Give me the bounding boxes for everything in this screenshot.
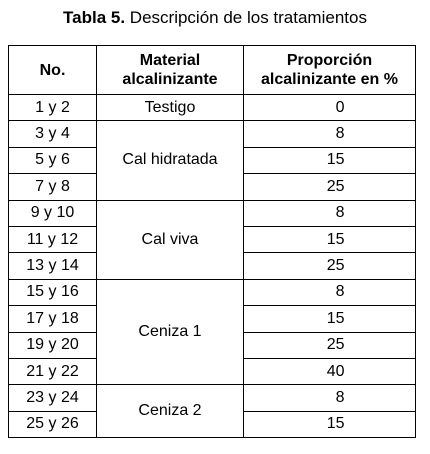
- cell-no: 25 y 26: [9, 411, 97, 437]
- cell-proporcion-value: 15: [326, 415, 345, 433]
- cell-proporcion-value: 25: [326, 257, 345, 275]
- cell-proporcion-value: 8: [335, 388, 345, 406]
- cell-proporcion-value: 8: [335, 125, 345, 143]
- caption-text: Descripción de los tratamientos: [129, 8, 367, 27]
- cell-no: 1 y 2: [9, 95, 97, 121]
- cell-proporcion: [244, 147, 416, 173]
- header-material-line1: Material: [139, 52, 201, 69]
- cell-proporcion: [244, 226, 416, 252]
- cell-proporcion: [244, 385, 416, 411]
- cell-no: 21 y 22: [9, 358, 97, 384]
- cell-no: 5 y 6: [9, 147, 97, 173]
- cell-proporcion: [244, 95, 416, 121]
- cell-proporcion-value: 8: [335, 283, 345, 301]
- cell-no: 11 y 12: [9, 226, 97, 252]
- header-proporcion-line1: Proporción: [286, 52, 373, 69]
- cell-material: Ceniza 2: [97, 385, 244, 438]
- cell-proporcion: [244, 358, 416, 384]
- header-material: [97, 46, 244, 95]
- header-proporcion-line2: alcalinizante en %: [261, 71, 398, 88]
- cell-proporcion-value: 15: [326, 151, 345, 169]
- cell-proporcion: [244, 306, 416, 332]
- table-row: [9, 200, 416, 226]
- cell-proporcion-value: 15: [326, 230, 345, 248]
- cell-no: 7 y 8: [9, 174, 97, 200]
- cell-proporcion: [244, 332, 416, 358]
- cell-proporcion: [244, 121, 416, 147]
- table-body: [9, 95, 416, 438]
- header-no: No.: [9, 46, 97, 95]
- cell-no: 23 y 24: [9, 385, 97, 411]
- cell-proporcion-value: 8: [335, 204, 345, 222]
- cell-no: 19 y 20: [9, 332, 97, 358]
- cell-proporcion: [244, 253, 416, 279]
- cell-material: Cal hidratada: [97, 121, 244, 200]
- cell-proporcion: [244, 174, 416, 200]
- cell-material: Cal viva: [97, 200, 244, 279]
- table-row: [9, 279, 416, 305]
- cell-material: Ceniza 1: [97, 279, 244, 385]
- table-row: [9, 385, 416, 411]
- cell-material: Testigo: [97, 95, 244, 121]
- header-row: [9, 46, 416, 95]
- cell-proporcion-value: 0: [335, 98, 345, 116]
- caption-label: Tabla 5.: [63, 8, 126, 27]
- treatments-table: [8, 45, 416, 438]
- header-material-line2: alcalinizante: [122, 71, 218, 88]
- cell-proporcion: [244, 200, 416, 226]
- cell-no: 9 y 10: [9, 200, 97, 226]
- cell-no: 3 y 4: [9, 121, 97, 147]
- cell-no: 13 y 14: [9, 253, 97, 279]
- cell-proporcion: [244, 411, 416, 437]
- cell-proporcion-value: 15: [326, 309, 345, 327]
- cell-no: 15 y 16: [9, 279, 97, 305]
- cell-proporcion-value: 40: [326, 362, 345, 380]
- cell-proporcion-value: 25: [326, 336, 345, 354]
- table-row: [9, 121, 416, 147]
- cell-no: 17 y 18: [9, 306, 97, 332]
- table-caption: [0, 7, 430, 29]
- header-proporcion: [244, 46, 416, 95]
- cell-proporcion: [244, 279, 416, 305]
- cell-proporcion-value: 25: [326, 177, 345, 195]
- table-row: [9, 95, 416, 121]
